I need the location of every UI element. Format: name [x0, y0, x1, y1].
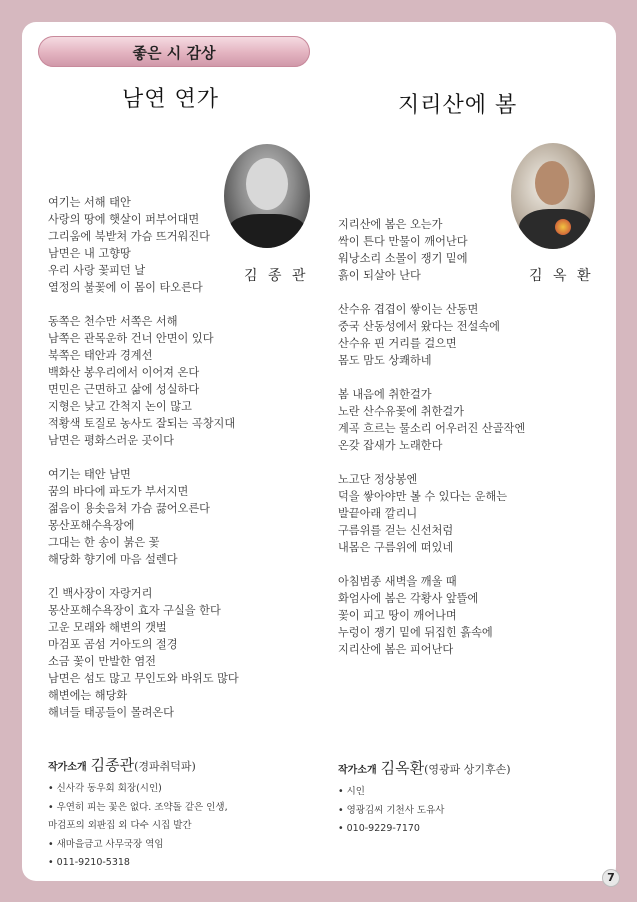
poem-line: 남면은 평화스러운 곳이다 — [48, 434, 174, 447]
poem-line: 백화산 봉우리에서 이어져 온다 — [48, 366, 200, 379]
poem-line: 여기는 서해 태안 — [48, 196, 131, 209]
poem-line: 소금 꽃이 만발한 염전 — [48, 655, 156, 668]
poem-line: 해당화 향기에 마음 설렌다 — [48, 553, 178, 566]
poem-line: 긴 백사장이 자랑거리 — [48, 587, 153, 600]
poem-stanza — [48, 194, 239, 296]
poem-line: 여기는 태안 남면 — [48, 468, 131, 481]
poem-right-title: 지리산에 봄 — [398, 93, 518, 118]
poem-line: 싹이 튼다 만물이 깨어난다 — [338, 235, 468, 248]
poem-line: 지리산에 봄은 오는가 — [338, 218, 443, 231]
poem-line: 흙이 되살아 난다 — [338, 269, 421, 282]
poem-line: 몽산포해수욕장에 — [48, 519, 135, 532]
corsage-icon — [555, 219, 571, 235]
poem-line: 산수유 겹겹이 쌓이는 산동면 — [338, 303, 479, 316]
poem-line: 사랑의 땅에 햇살이 퍼부어대면 — [48, 213, 200, 226]
poem-line: 워낭소리 소몰이 쟁기 밑에 — [338, 252, 468, 265]
poem-line: 동쪽은 천수만 서쪽은 서해 — [48, 315, 178, 328]
poem-line: 온갖 잡새가 노래한다 — [338, 439, 443, 452]
poem-line: 산수유 핀 거리를 걸으면 — [338, 337, 457, 350]
banner-label: 좋은 시 감상 — [132, 44, 216, 62]
bio-heading — [338, 757, 511, 778]
poem-line: 남쪽은 관목운하 건너 안면이 있다 — [48, 332, 214, 345]
bio-list — [338, 783, 511, 839]
bio-item: • 신사각 동우회 회장(시인) — [48, 783, 162, 794]
poem-line: 우리 사랑 꽃피던 날 — [48, 264, 146, 277]
bio-item: • 영광김씨 기천사 도유사 — [338, 804, 445, 816]
poem-stanza — [48, 466, 239, 568]
page-number: 7 — [602, 869, 620, 887]
poem-line: 열정의 불꽃에 이 몸이 타오른다 — [48, 281, 203, 294]
poem-line: 봄 내음에 취한걸가 — [338, 388, 432, 401]
photo-shape — [535, 161, 569, 205]
section-banner — [38, 36, 310, 67]
bio-item: • 시인 — [338, 786, 365, 797]
poem-line: 해녀들 태공들이 몰려온다 — [48, 706, 174, 719]
poem-line: 노고단 정상봉엔 — [338, 473, 418, 486]
poem-line: 남면은 섬도 많고 무인도와 바위도 많다 — [48, 672, 239, 685]
poem-line: 지형은 낮고 간척지 논이 많고 — [48, 400, 192, 413]
bio-note: (경파취덕파) — [134, 760, 196, 773]
poem-line: 덕을 쌓아야만 볼 수 있다는 운해는 — [338, 490, 508, 503]
photo-shape — [228, 214, 306, 248]
poem-line: 중국 산동성에서 왔다는 전설속에 — [338, 320, 500, 333]
bio-label: 작가소개 — [338, 765, 377, 776]
photo-shape — [246, 158, 288, 210]
poem-left-title: 남연 연가 — [122, 87, 220, 112]
poem-stanza — [338, 573, 525, 658]
poem-line: 지리산에 봄은 피어난다 — [338, 643, 454, 656]
bio-name: 김종관 — [90, 756, 135, 774]
poem-stanza — [338, 301, 525, 369]
poem-right-body — [338, 216, 525, 675]
bio-list — [48, 780, 228, 873]
poem-line: 누렁이 쟁기 밑에 뒤집힌 흙속에 — [338, 626, 493, 639]
author-right-bio — [338, 757, 511, 839]
bio-item: • 011-9210-5318 — [48, 857, 130, 868]
poem-line: 적황색 토질로 농사도 잘되는 곡창지대 — [48, 417, 236, 430]
poem-stanza — [338, 386, 525, 454]
bio-name: 김옥환 — [380, 759, 425, 777]
poem-line: 고운 모래와 해변의 갯벌 — [48, 621, 167, 634]
poem-line: 구름위를 걷는 신선처럼 — [338, 524, 454, 537]
bio-heading — [48, 754, 228, 775]
poem-line: 북쪽은 태안과 경계선 — [48, 349, 153, 362]
poem-line: 몸도 맘도 상쾌하네 — [338, 354, 432, 367]
bio-label: 작가소개 — [48, 762, 87, 773]
author-left-bio — [48, 754, 228, 873]
poem-line: 젊음이 용솟음쳐 가슴 끓어오른다 — [48, 502, 210, 515]
poem-line: 몽산포해수욕장이 효자 구실을 한다 — [48, 604, 221, 617]
poem-stanza — [48, 313, 239, 449]
bio-item: • 우연히 피는 꽃은 없다. 조약돌 같은 인생, — [48, 801, 228, 813]
author-left-caption: 김 종 관 — [244, 268, 309, 284]
poem-line: 꿈의 바다에 파도가 부서지면 — [48, 485, 189, 498]
bio-note: (영광파 상기후손) — [424, 763, 511, 776]
author-right-caption: 김 옥 환 — [529, 268, 594, 284]
poem-line: 면민은 근면하고 삶에 성실하다 — [48, 383, 200, 396]
poem-line: 화엄사에 봄은 각황사 앞뜰에 — [338, 592, 479, 605]
poem-stanza — [338, 216, 525, 284]
poem-line: 그리움에 북받쳐 가슴 뜨거워진다 — [48, 230, 210, 243]
poem-line: 노란 산수유꽃에 취한걸가 — [338, 405, 464, 418]
bio-item: 마검포의 외판집 외 다수 시집 발간 — [48, 820, 192, 831]
poem-line: 꽃이 피고 땅이 깨어나며 — [338, 609, 457, 622]
poem-stanza — [48, 585, 239, 721]
poem-line: 해변에는 해당화 — [48, 689, 128, 702]
poem-line: 그대는 한 송이 붉은 꽃 — [48, 536, 160, 549]
poem-stanza — [338, 471, 525, 556]
poem-line: 발끝아래 깔리니 — [338, 507, 418, 520]
poem-line: 내몸은 구름위에 떠있네 — [338, 541, 454, 554]
poem-line: 남면은 내 고향땅 — [48, 247, 131, 260]
poem-line: 아침범종 새벽을 깨울 때 — [338, 575, 457, 588]
poem-left-body — [48, 194, 239, 738]
poem-line: 마검포 곰섬 거아도의 절경 — [48, 638, 178, 651]
bio-item: • 새마을금고 사무국장 역임 — [48, 838, 164, 850]
poem-line: 계곡 흐르는 물소리 어우러진 산골작엔 — [338, 422, 526, 435]
bio-item: • 010-9229-7170 — [338, 823, 420, 834]
